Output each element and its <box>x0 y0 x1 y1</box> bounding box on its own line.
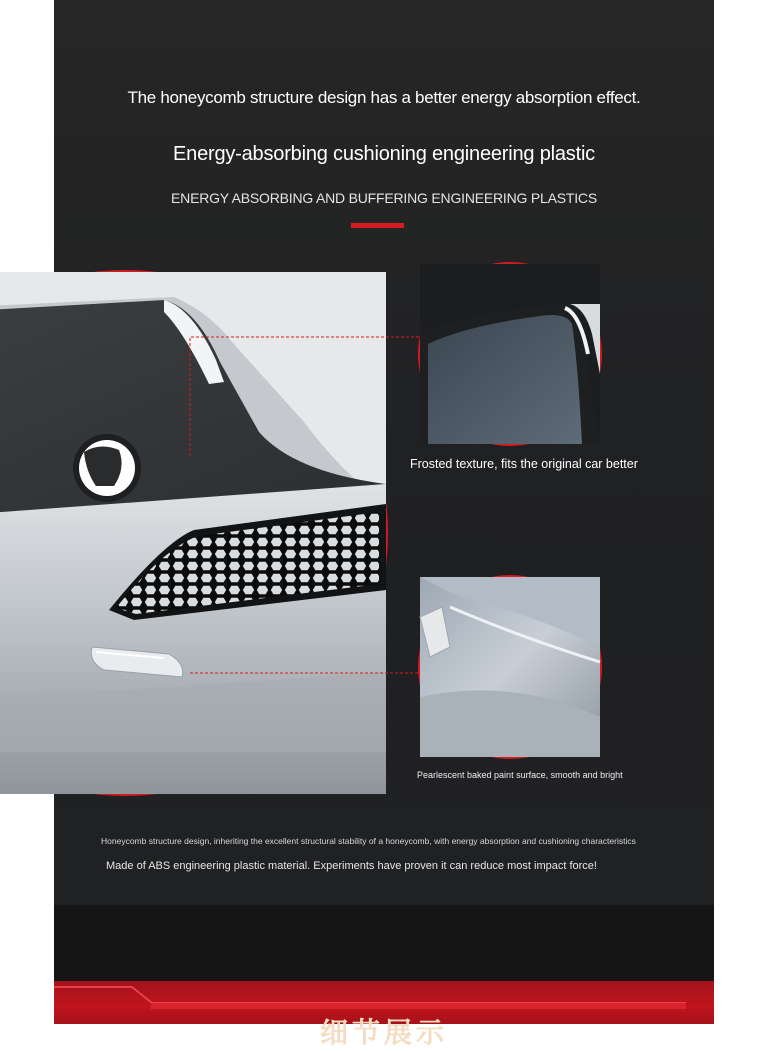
honeycomb-description: Honeycomb structure design, inheriting the excellent structural stability of a honeycomb, with energy absorption and cushioning characteristics <box>101 836 636 846</box>
detail-section-heading: 细节展示 <box>319 1017 448 1048</box>
product-closeup-image <box>0 270 388 796</box>
product-feature-panel <box>54 0 714 1024</box>
section-subtitle: ENERGY ABSORBING AND BUFFERING ENGINEERING PLASTICS <box>171 190 597 206</box>
detail-section-banner <box>54 981 714 1048</box>
material-description: Made of ABS engineering plastic material. Experiments have proven it can reduce most impact force! <box>106 860 597 872</box>
footer-dark-band <box>54 905 714 981</box>
pearlescent-paint-zoom-image <box>418 575 602 759</box>
frosted-texture-zoom-image <box>418 262 602 446</box>
frosted-texture-caption: Frosted texture, fits the original car better <box>410 457 638 471</box>
bumper-illustration <box>0 272 386 794</box>
headline: The honeycomb structure design has a better energy absorption effect. <box>127 88 641 107</box>
section-title: Energy-absorbing cushioning engineering plastic <box>173 143 595 165</box>
pearlescent-paint-caption: Pearlescent baked paint surface, smooth and bright <box>417 770 623 780</box>
accent-divider <box>351 223 404 228</box>
